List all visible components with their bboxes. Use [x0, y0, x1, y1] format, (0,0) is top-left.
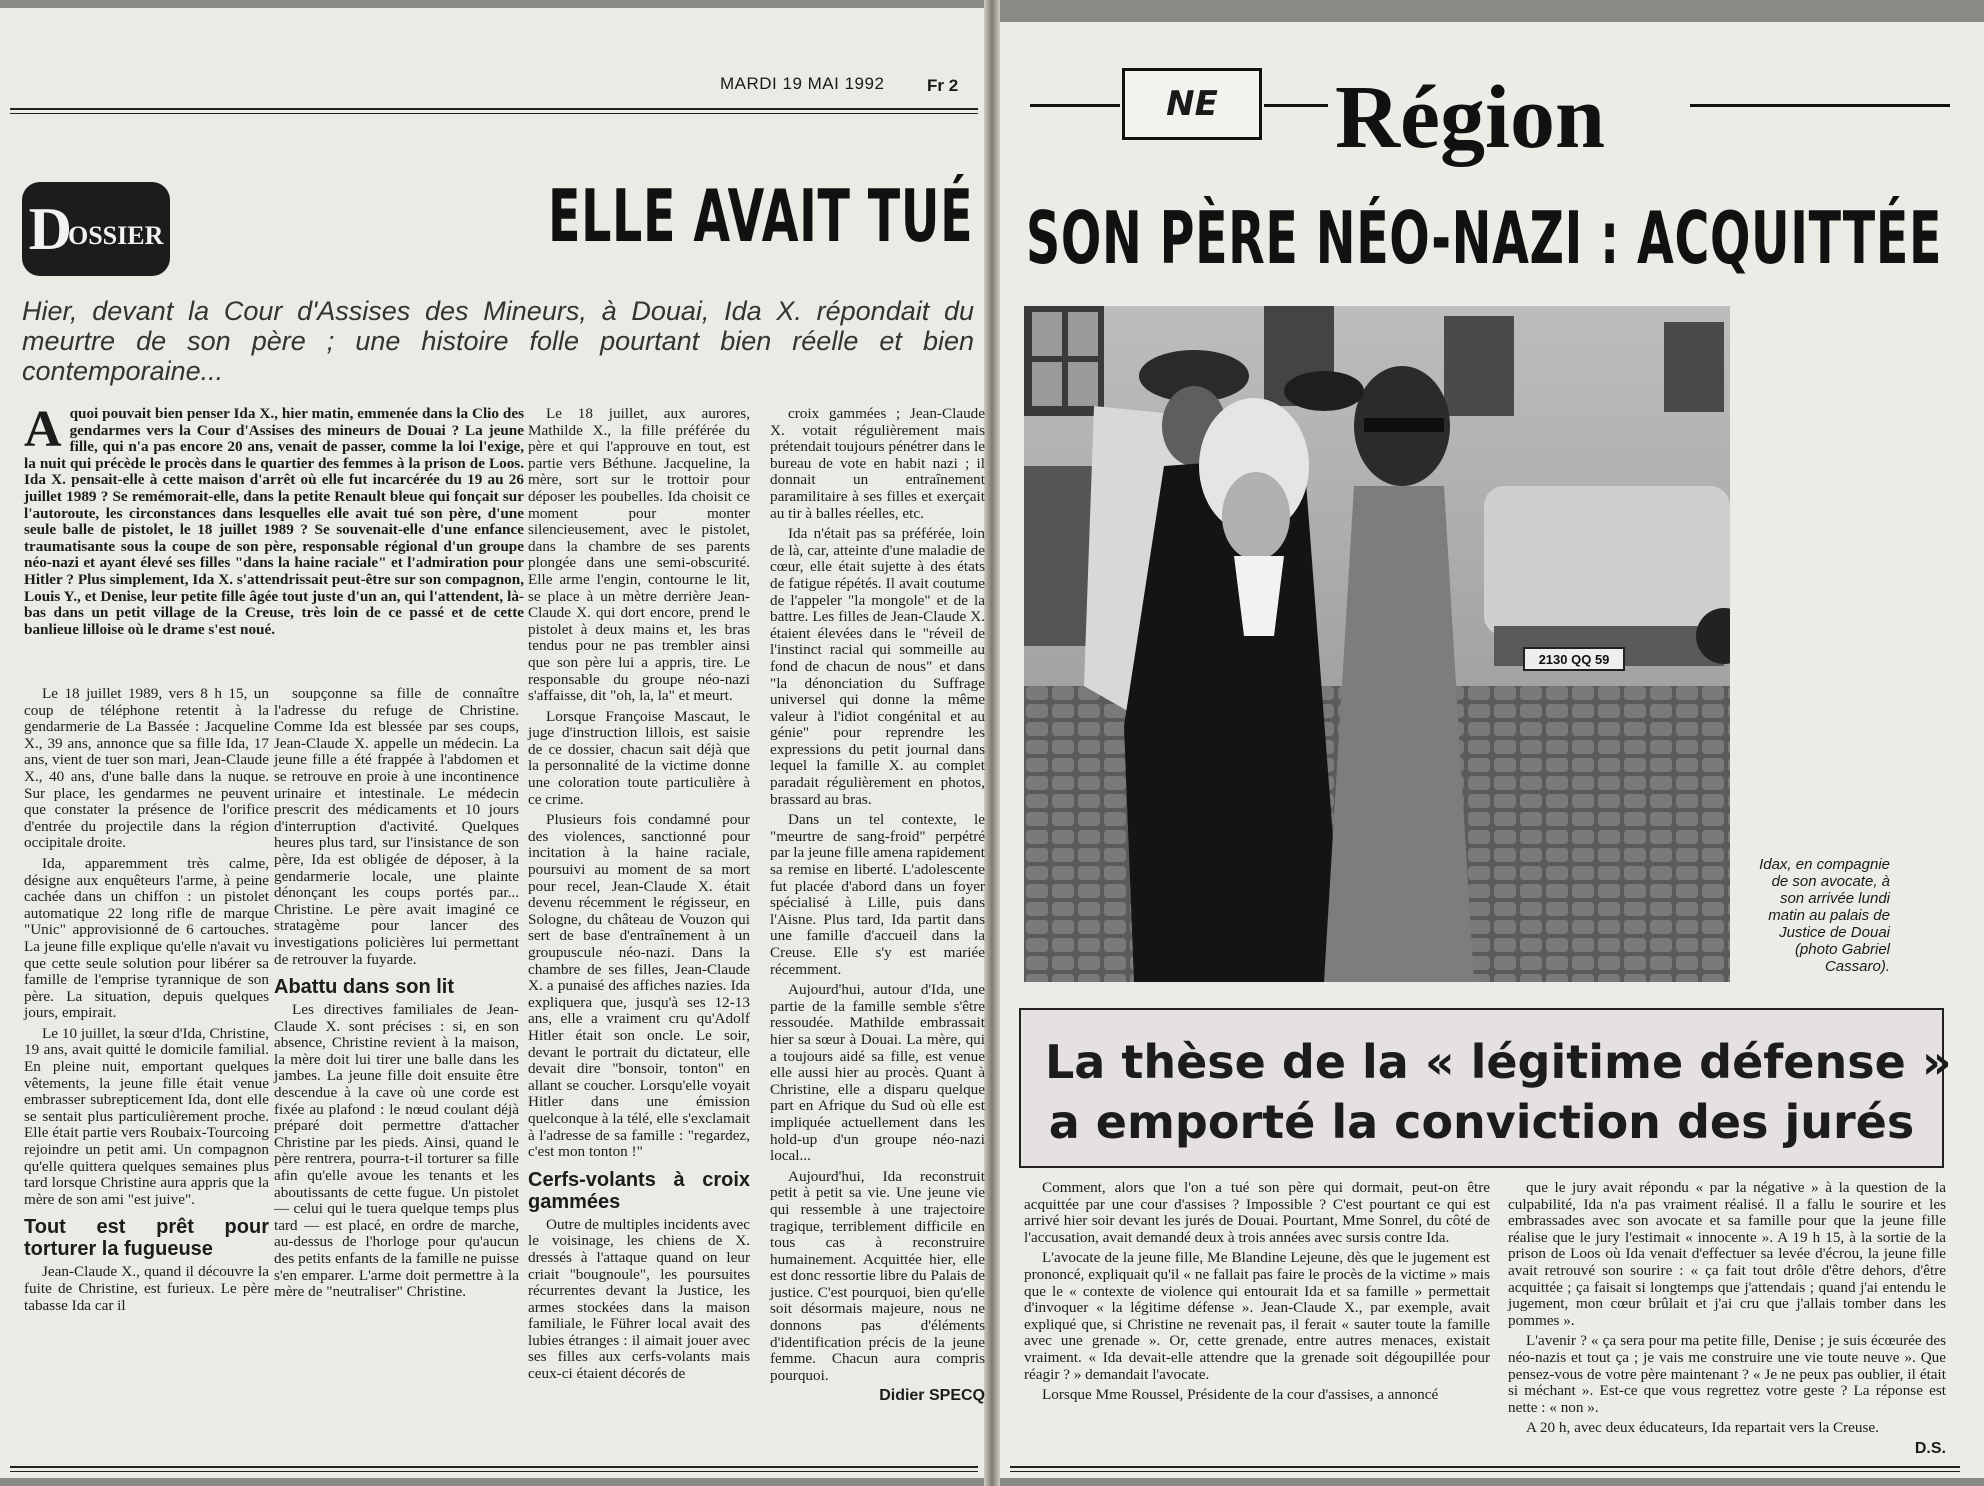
signature: D.S. — [1914, 1439, 1946, 1457]
paragraph: Outre de multiples incidents avec le voisinage, les chiens de X. dressés à l'attaque quand on leur criait "bougnoule", les poursuites récurrentes devant la Justice, les armes stockées dans la maison familiale, le Führer local avait des lubies étranges : il aimait jouer avec ses filles aux cerfs-volants mais ceux-ci étaient décorés de — [528, 1215, 750, 1383]
paragraph: Ida, apparemment très calme, désigne aux enquêteurs l'arme, à peine cachée dans un chiffon : un pistolet automatique 22 long rifle de marque "Unic" approvisionné de 6 cartouches. La jeune fille explique qu'elle n'avait vu que cette seule solution pour libérer sa famille de l'emprise tyrannique de son père. La situation, depuis quelques jours, empirait. — [24, 854, 269, 1022]
paragraph: croix gammées ; Jean-Claude X. votait régulièrement mais prétendait toujours pénétrer dans le bureau de vote en habit nazi ; il donnait un entraînement paramilitaire à ses filles et exerçait au tir à balles réelles, etc. — [770, 405, 985, 522]
section-title: Région — [1335, 68, 1605, 167]
license-plate: 2130 QQ 59 — [1538, 652, 1610, 667]
lead-text: quoi pouvait bien penser Ida X., hier matin, emmenée dans la Clio des gendarmes vers la Cour d'Assises des mineurs de Douai ? La jeune fille, qui n'a pas encore 20 ans, venait de passer, comme la loi l'exige, la nuit qui précède le procès dans le quartier des femmes à la prison de Loos. Ida X. pensait-elle à cette maison d'arrêt où elle fut incarcérée du 19 au 26 juillet 1989 ? Se remémorait-elle, dans la petite Renault bleue qui fonçait sur l'autoroute, les circonstances dans lesquelles elle avait tué son père, d'une seule balle de pistolet, le 18 juillet 1989 ? Se souvenait-elle d'une enfance traumatisante sous la coupe de son père, responsable régional d'un groupe néo-nazi et ayant élevé ses filles "dans la haine raciale" et l'admiration pour Hitler ? Plus simplement, Ida X. s'attendrissait peut-être sur son compagnon, Louis Y., et Denise, leur petite fille âgée tout juste d'un an, qui l'attendent, là-bas dans un petit village de la Creuse, très loin de ce passé et de cette banlieue lilloise où le drame s'est noué. — [24, 405, 524, 638]
paragraph: Ida n'était pas sa préférée, loin de là, car, atteinte d'une maladie de cœur, elle était sujette à des états de fatigue répétés. Il avait coutume de l'appeler "la mongole" et de la battre. Les filles de Jean-Claude X. étaient élevées dans le "réveil de l'instinct racial qui sommeille au fond de chacun de nous" et dans "la dénonciation du Suffrage universel qui donne la même valeur à l'idiot congénital et au génie" pour reprendre les expressions du petit journal dans lequel la famille X. au complet paradait régulièrement en photos, brassard au bras. — [770, 525, 985, 808]
paragraph: Jean-Claude X., quand il découvre la fuite de Christine, est furieux. Le père tabasse Ida car il — [24, 1263, 269, 1314]
article-deck — [1019, 1008, 1952, 1168]
header-rule-right-a — [1030, 104, 1120, 107]
paragraph: Le 18 juillet 1989, vers 8 h 15, un coup de téléphone retentit à la gendarmerie de La Bassée : Jacqueline X., 39 ans, annonce que sa fille Ida, 17 ans, vient de tuer son mari, Jean-Claude X., 40 ans, d'une balle dans la nuque. Sur place, les gendarmes ne peuvent que constater la présence de l'orifice d'entrée du projectile dans la région occipitale droite. — [24, 685, 269, 852]
column-1 — [24, 686, 269, 1318]
header-rule-left — [10, 108, 978, 114]
article-lead — [24, 401, 524, 638]
ne-logo: NE — [1122, 68, 1262, 140]
header-rule-right-b — [1264, 104, 1328, 107]
column-3 — [528, 406, 750, 1387]
paragraph: L'avocate de la jeune fille, Me Blandine Lejeune, dès que le jugement est prononcé, expliquait qu'il « ne fallait pas faire le procès de la victime » mais que le « contexte de violence qui entourait Ida et sa famille » permettait d'invoquer « la légitime défense ». Jean-Claude X., par exemple, avait expliqué que, si Christine ne revenait pas, il ferait « sauter toute la famille avec une grenade ». Or, cette grenade, entre autres menaces, existait vraiment. « Ida devait-elle attendre que la grenade soit dégoupillée pour réagir ? » demandait l'avocate. — [1024, 1249, 1490, 1383]
subhead: Tout est prêt pour torturer la fugueuse — [24, 1216, 269, 1261]
header-rule-right-c — [1690, 104, 1950, 107]
right-column-a — [1024, 1180, 1490, 1408]
column-4 — [770, 406, 985, 1405]
news-photo — [1024, 306, 1730, 982]
intro-paragraph: Hier, devant la Cour d'Assises des Mineurs, à Douai, Ida X. répondait du meurtre de son père ; une histoire folle pourtant bien réelle et bien contemporaine... — [22, 296, 974, 386]
paragraph: Les directives familiales de Jean-Claude X. sont précises : si, en son absence, Christine revient à la maison, la mère doit lui tirer une balle dans les jambes. La jeune fille doit ensuite être descendue à la cave où une corde est fixée au plafond : le nœud coulant déjà préparé doit permettre d'attacher Christine par les pieds. Ainsi, quand le père rentrera, pourra-t-il torturer sa fille afin qu'elle avoue les tenants et les aboutissants de cette fugue. Un pistolet — celui qui le tuera quelque temps plus tard — est placé, en ordre de marche, au-dessus de l'horloge pour qu'aucun des petits enfants de la famille ne puisse s'en emparer. L'arme doit permettre à la mère de "neutraliser" Christine. — [274, 1001, 519, 1301]
paragraph: Le 10 juillet, la sœur d'Ida, Christine, 19 ans, avait quitté le domicile familial. En pleine nuit, emportant quelques vêtements, la jeune fille était venue embrasser subrepticement Ida, dont elle se sentait plus particulièrement proche. Elle était partie vers Roubaix-Tourcoing rejoindre un petit ami. Un compagnon qu'elle quittera quelques semaines plus tard lorsque Christine aura appris que la mère de son ami "est juive". — [24, 1024, 269, 1208]
footer-rule-left — [10, 1466, 978, 1472]
headline-left: ELLE AVAIT TUÉ — [548, 174, 974, 258]
paragraph: Lorsque Françoise Mascaut, le juge d'instruction lillois, est saisie de ce dossier, chacun sait déjà que la personnalité de la victime donne une coloration toute particulière à ce crime. — [528, 707, 750, 808]
paragraph: A 20 h, avec deux éducateurs, Ida repartait vers la Creuse. — [1526, 1419, 1879, 1437]
dropcap: A — [24, 401, 62, 458]
paragraph: Aujourd'hui, Ida reconstruit petit à petit sa vie. Une jeune vie qui ressemble à une trajectoire tragique, terriblement difficile en tous cas à reconstruire humainement. Acquittée hier, elle est donc ressortie libre du Palais de justice. C'est pourquoi, bien qu'elle soit désormais majeure, nous ne donnons pas d'éléments d'identification précis de la jeune femme. Chacun aura compris pourquoi. — [770, 1167, 985, 1384]
subhead: Cerfs-volants à croix gammées — [528, 1168, 750, 1213]
dossier-badge: D OSSIER — [22, 182, 170, 276]
paragraph: Aujourd'hui, autour d'Ida, une partie de la famille semble s'être ressoudée. Mathilde embrassait hier sa sœur à Douai. La mère, qui a toujours aidé sa fille, est venue elle aussi hier au procès. Quant à Christine, elle a disparu quelque part en Afrique du Sud où elle est impliquée actuellement dans les hold-up d'un groupe néo-nazi local... — [770, 981, 985, 1165]
paragraph: Dans un tel contexte, le "meurtre de sang-froid" perpétré par la jeune fille amena rapidement sa remise en liberté. L'adolescente fut placée d'abord dans un foyer spécialisé à Lille, puis dans l'Aisne. Plus tard, Ida partit dans une famille d'accueil dans la Creuse. Elle s'y est mariée récemment. — [770, 811, 985, 978]
footer-rule-right — [1010, 1466, 1960, 1472]
paragraph: Lorsque Mme Roussel, Présidente de la cour d'assises, a annoncé — [1042, 1386, 1439, 1404]
paragraph: Comment, alors que l'on a tué son père qui dormait, peut-on être acquittée par une cour d'assises ? Impossible ? C'est pourtant ce qui est arrivé hier soir devant les jurés de Douai. Pourtant, Mme Sonrel, du côté de l'accusation, avait demandé deux à trois années avec sursis contre Ida. — [1024, 1179, 1490, 1246]
page-gutter — [984, 0, 1000, 1486]
paragraph: L'avenir ? « ça sera pour ma petite fille, Denise ; je suis écœurée des néo-nazis et tout ça ; je vais me construire une vie toute neuve ». Que pensez-vous de votre père maintenant ? « Je ne peux pas oublier, il était si méchant ». Est-ce que vous regrettez votre geste ? La réponse est nette : « non ». — [1508, 1332, 1946, 1416]
right-column-b — [1508, 1180, 1946, 1458]
headline-right: SON PÈRE NÉO-NAZI : ACQUITTÉE — [1026, 196, 1943, 280]
paragraph: Plusieurs fois condamné pour des violences, sanctionné pour incitation à la haine raciale, poursuivi au moment de sa mort pour recel, Jean-Claude X. était devenu récemment le régisseur, en Sologne, du château de Vouzon qui sert de base d'entraînement à un groupuscule néo-nazi. Dans la chambre de ses filles, Jean-Claude X. a punaisé des affiches nazies. Ida expliquera que, jusqu'à ses 12-13 ans, elle a vraiment cru qu'Adolf Hitler était son oncle. Le soir, devant le portrait du dictateur, elle devait dire "bonsoir, tonton" en allant se coucher. Lorsqu'elle voyait Hitler dans une émission quelconque à la télé, elle s'exclamait à l'adresse de sa famille : "regardez, c'est mon tonton !" — [528, 811, 751, 1161]
page-number: Fr 2 — [927, 76, 959, 95]
subhead: Abattu dans son lit — [274, 976, 454, 999]
deck-line-1: La thèse de la « légitime défense » — [1045, 1035, 1952, 1089]
photo-caption: Idax, en compagnie de son avocate, à son arrivée lundi matin au palais de Justice de Douai (photo Gabriel Cassaro). — [1759, 856, 1890, 975]
dateline: MARDI 19 MAI 1992 — [720, 74, 885, 93]
paragraph: que le jury avait répondu « par la négative » à la question de la culpabilité, Ida n'a pas vraiment réalisé. Il a fallu le sourire et les embrassades avec son avocate et sa famille pour que la jeune fille réalise que le jury l'estimait « innocente ». A 19 h 15, à la sortie de la prison de Loos où Ida venait d'effectuer sa levée d'écrou, la jeune fille avait retrouvé son sourire : « ça fait tout drôle d'être dehors, d'être acquittée ; ça faisait si longtemps que j'attendais ; quand j'ai entendu le jugement, mon cœur brûlait et j'ai cru que j'allais tomber dans les pommes ». — [1508, 1179, 1946, 1329]
paragraph: soupçonne sa fille de connaître l'adresse du refuge de Christine. Comme Ida est blessée par ses coups, Jean-Claude X. appelle un médecin. La jeune fille a été frappée à l'abdomen et se retrouve en proie à une incontinence urinaire et intestinale. Le médecin prescrit des médicaments et 10 jours d'interruption d'activité. Quelques heures plus tard, sur l'insistance de son père, Ida est obligée de déposer, à la gendarmerie locale, une plainte dénonçant les coups portés par... Christine. Le père avait imaginé ce stratagème pour lancer des investigations policières lui permettant de retrouver la fuyarde. — [274, 685, 519, 968]
deck-line-2: a emporté la conviction des jurés — [1048, 1095, 1915, 1149]
paragraph: Le 18 juillet, aux aurores, Mathilde X., la fille préférée du père et qui l'approuve en tout, est partie vers Béthune. Jacqueline, la mère, sort sur le trottoir pour déposer les poubelles. Ida choisit ce moment pour monter silencieusement, avec le pistolet, dans la chambre de ses parents plongée dans une semi-obscurité. Elle arme l'engin, contourne le lit, se place à un mètre derrière Jean-Claude X. qui dort encore, prend le pistolet à deux mains et, les bras tendus pour ne pas trembler ainsi que son père lui a appris, tire. Le responsable du groupe néo-nazi s'affaisse, dit "oh, la, la" et meurt. — [528, 405, 750, 705]
column-2 — [274, 686, 519, 1305]
byline: Didier SPECQ — [879, 1387, 985, 1405]
photo-illustration — [1024, 306, 1730, 982]
